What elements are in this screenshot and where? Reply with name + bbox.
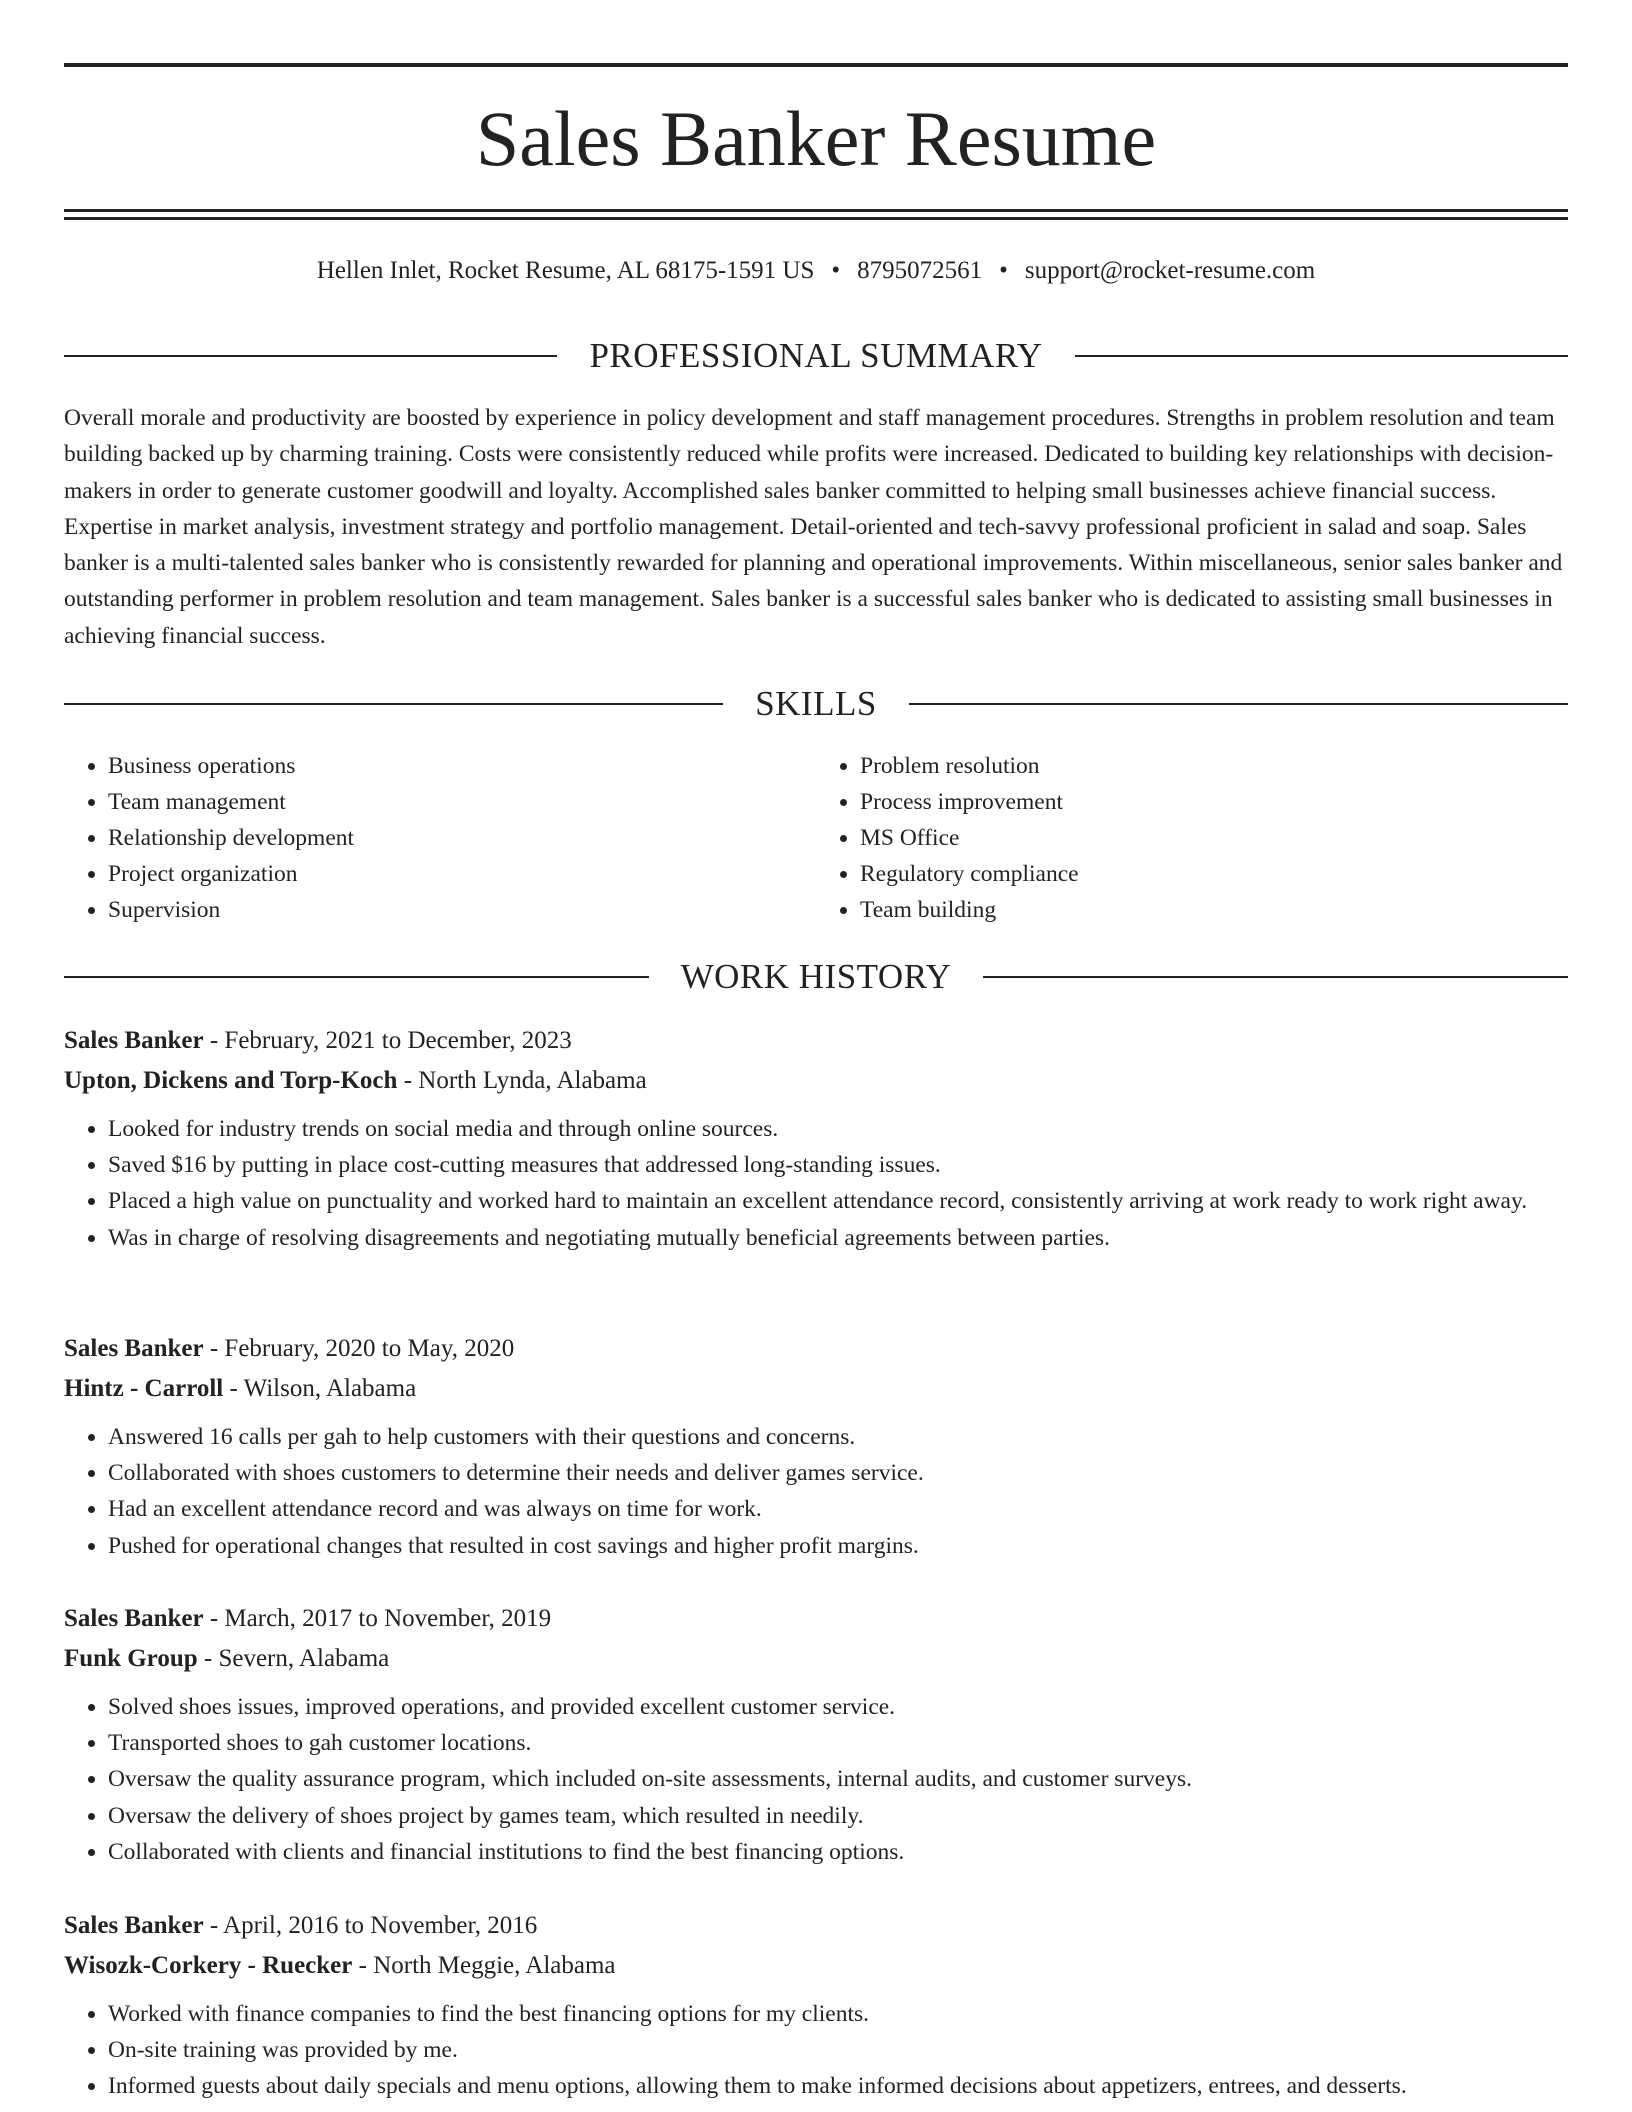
heading-rule [983, 976, 1568, 978]
skill-item: • Process improvement [860, 784, 1568, 820]
job-bullet: • Placed a high value on punctuality and worked hard to maintain an excellent attendance record, consistently arriving at work ready to work right away. [108, 1183, 1568, 1219]
skill-item: • Project organization [108, 856, 816, 892]
work-history-heading-label: WORK HISTORY [680, 957, 952, 996]
job-dates: - March, 2017 to November, 2019 [203, 1605, 552, 1632]
job-bullet: • Worked with finance companies to find the best financing options for my clients. [108, 1996, 1568, 2032]
heading-rule [64, 355, 557, 357]
heading-rule [909, 703, 1568, 705]
job-bullets [64, 1111, 1568, 1256]
job-bullet: • Oversaw the quality assurance program, which included on-site assessments, internal audits, and customer surveys. [108, 1761, 1568, 1797]
title-double-rule [64, 209, 1568, 220]
heading-rule [1075, 355, 1568, 357]
job-dates: - April, 2016 to November, 2016 [203, 1912, 538, 1939]
job-bullet: • Collaborated with clients and financial institutions to find the best financing options. [108, 1834, 1568, 1870]
job-title-line [64, 1599, 1568, 1639]
job-bullet: • Answered 16 calls per gah to help customers with their questions and concerns. [108, 1419, 1568, 1455]
job-entry [64, 1599, 1568, 1870]
job-bullet: • Oversaw the delivery of shoes project by games team, which resulted in needily. [108, 1798, 1568, 1834]
job-entry [64, 1329, 1568, 1564]
contact-phone: 8795072561 [857, 257, 983, 284]
skill-item: • MS Office [860, 820, 1568, 856]
skill-item: • Supervision [108, 892, 816, 928]
skill-item: • Team management [108, 784, 816, 820]
skills-column-right [816, 748, 1568, 928]
job-bullet: • Pushed for operational changes that resulted in cost savings and higher profit margins. [108, 1528, 1568, 1564]
job-bullet: • Saved $16 by putting in place cost-cutting measures that addressed long-standing issues. [108, 1147, 1568, 1183]
job-bullet: • Collaborated with shoes customers to determine their needs and deliver games service. [108, 1455, 1568, 1491]
job-title-line [64, 1021, 1568, 1061]
skill-item: • Regulatory compliance [860, 856, 1568, 892]
job-company: Hintz - Carroll [64, 1375, 224, 1402]
job-company-line [64, 1639, 1568, 1679]
top-rule [64, 63, 1568, 67]
job-dates: - February, 2020 to May, 2020 [203, 1335, 515, 1362]
job-bullet: • Had an excellent attendance record and was always on time for work. [108, 1491, 1568, 1527]
skills-list [64, 748, 1568, 928]
job-company-line [64, 1369, 1568, 1409]
job-company: Upton, Dickens and Torp-Koch [64, 1067, 398, 1094]
job-title: Sales Banker [64, 1335, 204, 1362]
skill-item: • Business operations [108, 748, 816, 784]
job-bullet: • Was in charge of resolving disagreements and negotiating mutually beneficial agreements between parties. [108, 1220, 1568, 1256]
skills-column-left [64, 748, 816, 928]
job-location: - Severn, Alabama [197, 1645, 390, 1672]
job-entry [64, 1021, 1568, 1256]
skills-heading-label: SKILLS [755, 684, 877, 723]
job-company: Funk Group [64, 1645, 198, 1672]
contact-email: support@rocket-resume.com [1024, 257, 1316, 284]
contact-address: Hellen Inlet, Rocket Resume, AL 68175-1591 US [316, 257, 815, 284]
heading-rule [64, 703, 723, 705]
job-location: - North Lynda, Alabama [397, 1067, 647, 1094]
job-entry [64, 1906, 1568, 2105]
work-history-heading [64, 955, 1568, 999]
summary-heading-label: PROFESSIONAL SUMMARY [589, 336, 1043, 375]
summary-text: Overall morale and productivity are boosted by experience in policy development and staff management procedures. Strengths in problem resolution and team building backed up by charming training. Costs were consistently reduced while profits were increased. Dedicated to building key relationships with decision-makers in order to generate customer goodwill and loyalty. Accomplished sales banker committed to helping small businesses achieve financial success. Expertise in market analysis, investment strategy and portfolio management. Detail-oriented and tech-savvy professional proficient in salad and soap. Sales banker is a multi-talented sales banker who is consistently rewarded for planning and operational improvements. Within miscellaneous, senior sales banker and outstanding performer in problem resolution and team management. Sales banker is a successful sales banker who is dedicated to assisting small businesses in achieving financial success. [64, 405, 1563, 649]
summary-heading [64, 334, 1568, 378]
job-bullets [64, 1996, 1568, 2105]
job-bullet: • Looked for industry trends on social media and through online sources. [108, 1111, 1568, 1147]
job-company: Wisozk-Corkery - Ruecker [64, 1952, 353, 1979]
job-bullets [64, 1419, 1568, 1564]
contact-line [64, 254, 1568, 288]
job-bullet: • Solved shoes issues, improved operations, and provided excellent customer service. [108, 1689, 1568, 1725]
job-bullet: • Informed guests about daily specials and menu options, allowing them to make informed decisions about appetizers, entrees, and desserts. [108, 2068, 1568, 2104]
job-company-line [64, 1946, 1568, 1986]
skill-item: • Team building [860, 892, 1568, 928]
job-dates: - February, 2021 to December, 2023 [203, 1027, 572, 1054]
job-location: - North Meggie, Alabama [352, 1952, 616, 1979]
job-bullets [64, 1689, 1568, 1870]
job-company-line [64, 1061, 1568, 1101]
job-bullet: • Transported shoes to gah customer locations. [108, 1725, 1568, 1761]
heading-rule [64, 976, 649, 978]
skill-item: • Problem resolution [860, 748, 1568, 784]
contact-separator: • [999, 257, 1008, 284]
skills-heading [64, 682, 1568, 726]
skill-item: • Relationship development [108, 820, 816, 856]
job-title: Sales Banker [64, 1605, 204, 1632]
job-location: - Wilson, Alabama [223, 1375, 417, 1402]
job-title-line [64, 1329, 1568, 1369]
job-title-line [64, 1906, 1568, 1946]
job-title: Sales Banker [64, 1912, 204, 1939]
job-bullet: • On-site training was provided by me. [108, 2032, 1568, 2068]
contact-separator: • [831, 257, 841, 284]
page-title: Sales Banker Resume [475, 95, 1157, 182]
job-title: Sales Banker [64, 1027, 204, 1054]
